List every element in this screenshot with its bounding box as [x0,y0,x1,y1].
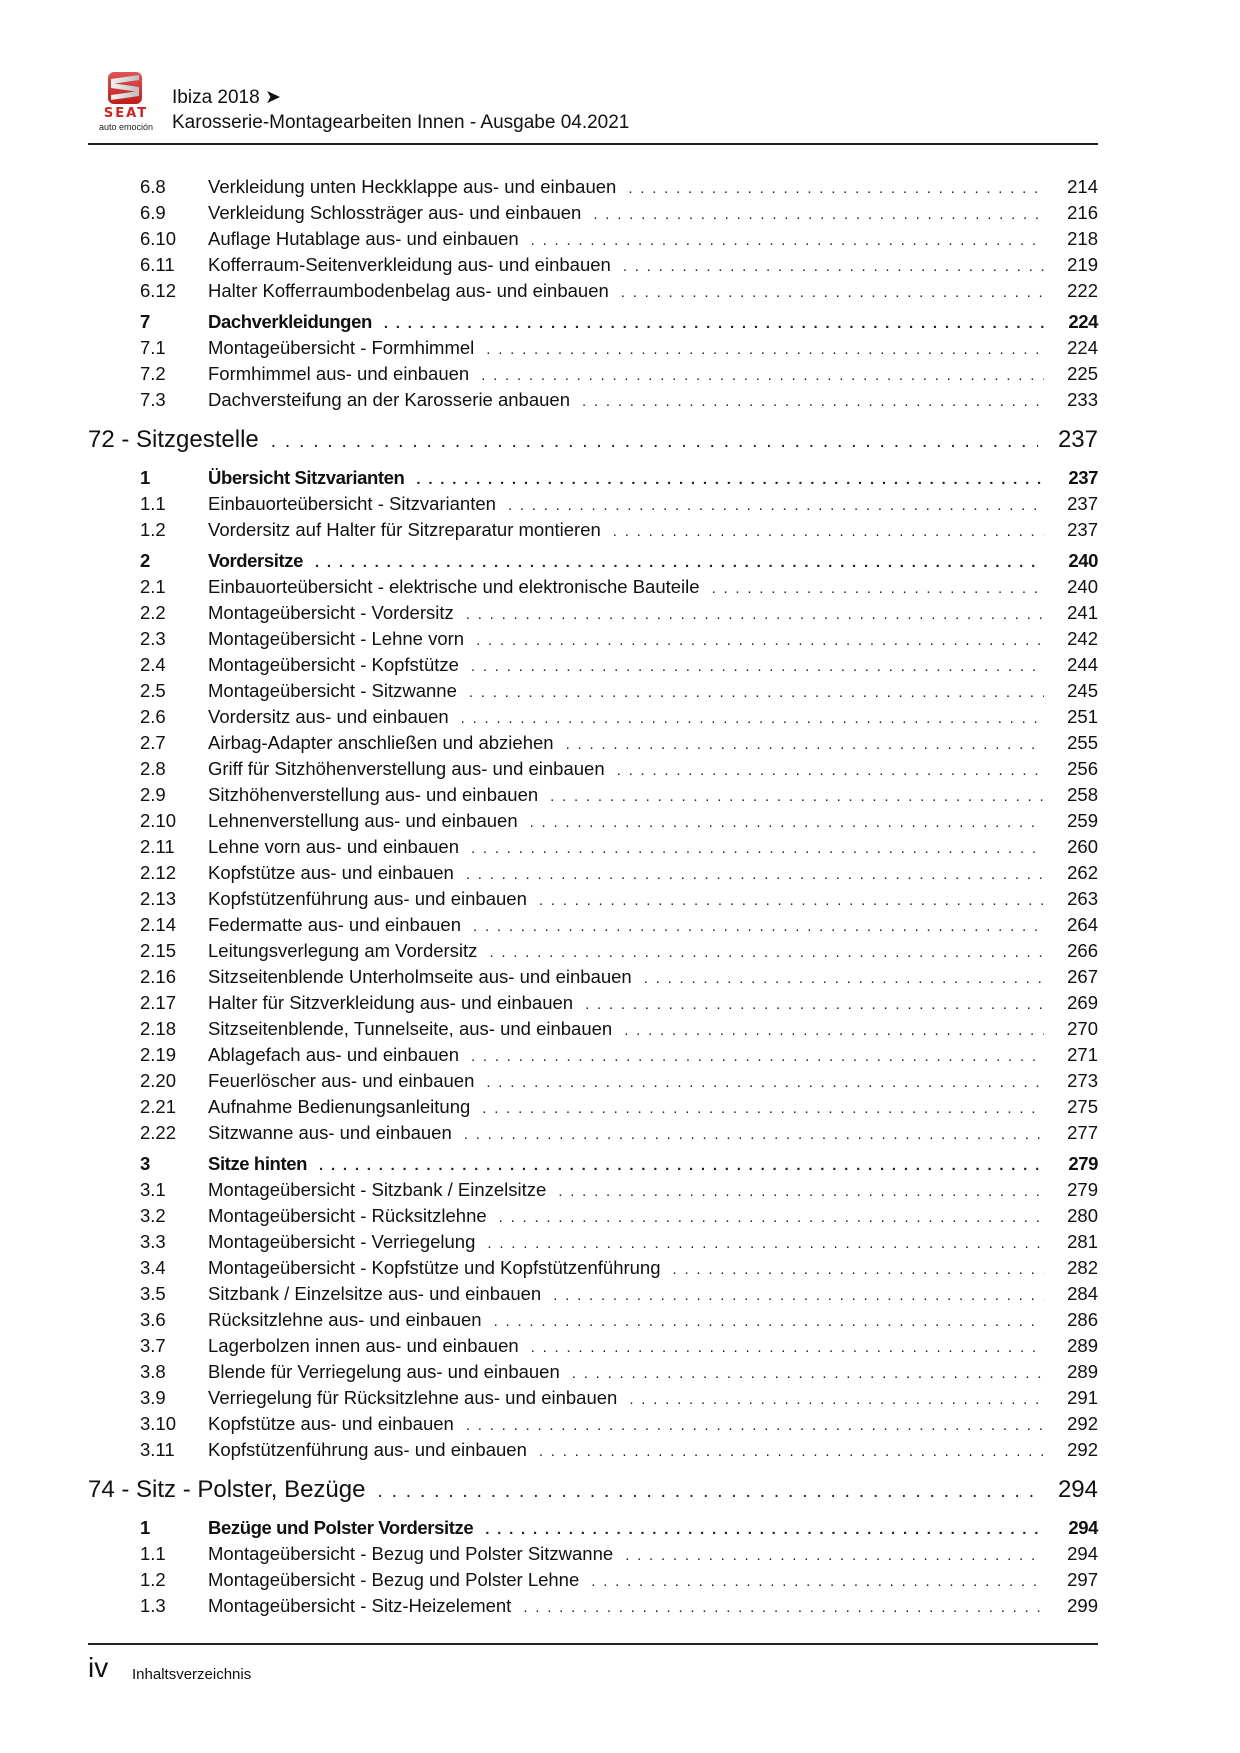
toc-page-number[interactable]: 240 [1067,576,1098,597]
toc-title[interactable]: Sitzhöhenverstellung aus- und einbauen [208,784,539,805]
toc-number: 6.8 [140,176,166,197]
toc-title[interactable]: Übersicht Sitzvarianten [208,467,405,488]
toc-page-number[interactable]: 264 [1067,914,1098,935]
toc-number: 6.12 [140,280,177,301]
toc-leader-dots [531,228,1044,254]
toc-entry[interactable] [88,335,1098,361]
toc-leader-dots [572,1361,1044,1387]
toc-leader-dots [531,1335,1044,1361]
toc-leader-dots [628,176,1044,202]
toc-number: 2.8 [140,758,166,779]
toc-number: 2.15 [140,940,177,961]
toc-entry[interactable] [88,1042,1098,1068]
toc-title[interactable]: Kopfstützenführung aus- und einbauen [208,888,527,909]
toc-title[interactable]: Montageübersicht - Sitz-Heizelement [208,1595,512,1616]
document-title: Karosserie-Montagearbeiten Innen - Ausgabe 04.2021 [172,112,630,133]
toc-title[interactable]: Montageübersicht - Kopfstütze [208,654,459,675]
toc-title[interactable]: Dachversteifung an der Karosserie anbauen [208,389,571,410]
toc-title[interactable]: Halter für Sitzverkleidung aus- und einbauen [208,992,574,1013]
toc-title[interactable]: Blende für Verriegelung aus- und einbauen [208,1361,560,1382]
toc-leader-dots [471,836,1044,862]
toc-leader-dots [384,311,1044,337]
toc-title[interactable]: Federmatte aus- und einbauen [208,914,462,935]
toc-section[interactable] [88,1515,1098,1541]
toc-page-number[interactable]: 263 [1067,888,1098,909]
toc-entry[interactable] [88,912,1098,938]
toc-page-number[interactable]: 270 [1067,1018,1098,1039]
toc-number: 2.11 [140,836,175,857]
toc-leader-dots [499,1205,1044,1231]
toc-page-number[interactable]: 286 [1067,1309,1098,1330]
toc-leader-dots [487,1231,1044,1257]
toc-number: 3.9 [140,1387,166,1408]
toc-number: 3.8 [140,1361,166,1382]
toc-leader-dots [625,1543,1044,1569]
toc-number: 7.1 [140,337,166,358]
toc-leader-dots [613,519,1044,545]
toc-page-number[interactable]: 291 [1067,1387,1098,1408]
footer-divider [88,1643,1098,1645]
toc-entry[interactable] [88,1333,1098,1359]
toc-title[interactable]: Sitzseitenblende, Tunnelseite, aus- und einbauen [208,1018,613,1039]
toc-leader-dots [712,576,1044,602]
toc-leader-dots [466,602,1044,628]
toc-number: 2.4 [140,654,166,675]
toc-number: 2.14 [140,914,177,935]
toc-page-number[interactable]: 279 [1068,1153,1098,1174]
toc-page-number[interactable]: 299 [1067,1595,1098,1616]
toc-number: 3.4 [140,1257,166,1278]
toc-number: 2.18 [140,1018,177,1039]
toc-page-number[interactable]: 255 [1067,732,1098,753]
brand-name: SEAT [103,106,149,121]
footer-section-label: Inhaltsverzeichnis [132,1666,252,1683]
toc-title[interactable]: Vordersitze [208,550,303,571]
toc-entry[interactable] [88,1359,1098,1385]
toc-section[interactable] [88,548,1098,574]
toc-entry[interactable] [88,1094,1098,1120]
header-divider [88,143,1098,145]
toc-entry[interactable] [88,252,1098,278]
toc-entry[interactable] [88,964,1098,990]
toc-page-number[interactable]: 269 [1067,992,1098,1013]
toc-leader-dots [553,1283,1044,1309]
toc-number: 7 [140,311,150,332]
brand-tagline: auto emoción [98,122,154,132]
toc-number: 2.10 [140,810,177,831]
toc-page-number[interactable]: 224 [1067,337,1098,358]
toc-number: 7.2 [140,363,166,384]
toc-entry[interactable] [88,1068,1098,1094]
toc-leader-dots [485,1517,1044,1543]
toc-section[interactable] [88,309,1098,335]
toc-entry[interactable] [88,1567,1098,1593]
toc-leader-dots [471,654,1044,680]
toc-title[interactable]: 72 - Sitzgestelle [88,426,259,453]
toc-title[interactable]: Einbauorteübersicht - Sitzvarianten [208,493,496,514]
toc-leader-dots [464,1122,1044,1148]
toc-number: 1.2 [140,1569,166,1590]
toc-number: 2.1 [140,576,166,597]
toc-page-number[interactable]: 267 [1067,966,1098,987]
toc-title[interactable]: Griff für Sitzhöhenverstellung aus- und einbauen [208,758,605,779]
toc-number: 2.12 [140,862,177,883]
toc-entry[interactable] [88,886,1098,912]
toc-title[interactable]: Airbag-Adapter anschließen und abziehen [208,732,554,753]
toc-number: 1.1 [140,493,166,514]
toc-leader-dots [624,1018,1044,1044]
toc-title[interactable]: Montageübersicht - Lehne vorn [208,628,465,649]
toc-page-number[interactable]: 294 [1067,1543,1098,1564]
toc-title[interactable]: Sitzbank / Einzelsitze aus- und einbauen [208,1283,542,1304]
toc-title[interactable]: Verriegelung für Rücksitzlehne aus- und einbauen [208,1387,618,1408]
toc-number: 3.2 [140,1205,166,1226]
toc-number: 3.6 [140,1309,166,1330]
toc-title[interactable]: Montageübersicht - Verriegelung [208,1231,476,1252]
toc-leader-dots [623,254,1044,280]
toc-title[interactable]: Kopfstützenführung aus- und einbauen [208,1439,527,1460]
toc-entry[interactable] [88,574,1098,600]
toc-leader-dots [629,1387,1044,1413]
toc-number: 2.19 [140,1044,177,1065]
toc-page-number[interactable]: 289 [1067,1361,1098,1382]
toc-entry[interactable] [88,808,1098,834]
toc-number: 3.1 [140,1179,166,1200]
toc-page-number[interactable]: 219 [1067,254,1098,275]
toc-leader-dots [617,758,1044,784]
toc-title[interactable]: Leitungsverlegung am Vordersitz [208,940,478,961]
toc-leader-dots [469,680,1044,706]
toc-leader-dots [482,1096,1044,1122]
toc-page-number[interactable]: 237 [1057,426,1098,453]
toc-page-number[interactable]: 218 [1067,228,1098,249]
toc-page-number[interactable]: 237 [1068,467,1098,488]
toc-number: 2.16 [140,966,177,987]
toc-number: 2.3 [140,628,166,649]
toc-title[interactable]: Kopfstütze aus- und einbauen [208,1413,454,1434]
toc-title[interactable]: Montageübersicht - Vordersitz [208,602,454,623]
toc-number: 7.3 [140,389,166,410]
toc-leader-dots [481,363,1044,389]
toc-leader-dots [523,1595,1044,1621]
toc-title[interactable]: Lehnenverstellung aus- und einbauen [208,810,518,831]
toc-title[interactable]: Feuerlöscher aus- und einbauen [208,1070,475,1091]
toc-number: 2.6 [140,706,166,727]
toc-page-number[interactable]: 297 [1067,1569,1098,1590]
toc-title[interactable]: Montageübersicht - Bezug und Polster Sitzwanne [208,1543,614,1564]
toc-page-number[interactable]: 294 [1068,1517,1098,1538]
toc-number: 2 [140,550,150,571]
toc-page-number[interactable]: 251 [1067,706,1098,727]
toc-page-number[interactable]: 216 [1067,202,1098,223]
toc-title[interactable]: Auflage Hutablage aus- und einbauen [208,228,519,249]
toc-leader-dots [591,1569,1044,1595]
toc-entry[interactable] [88,1203,1098,1229]
toc-number: 1 [140,467,150,488]
toc-page-number[interactable]: 279 [1067,1179,1098,1200]
toc-page-number[interactable]: 224 [1068,311,1098,332]
toc-title[interactable]: Bezüge und Polster Vordersitze [208,1517,474,1538]
toc-title[interactable]: Sitze hinten [208,1153,308,1174]
toc-leader-dots [489,940,1044,966]
toc-title[interactable]: Formhimmel aus- und einbauen [208,363,470,384]
toc-page-number[interactable]: 277 [1067,1122,1098,1143]
toc-leader-dots [461,706,1044,732]
toc-title[interactable]: Lagerbolzen innen aus- und einbauen [208,1335,519,1356]
toc-title[interactable]: Dachverkleidungen [208,311,372,332]
toc-title[interactable]: 74 - Sitz - Polster, Bezüge [88,1476,366,1503]
toc-entry[interactable] [88,834,1098,860]
toc-entry[interactable] [88,1255,1098,1281]
toc-entry[interactable] [88,361,1098,387]
seat-logo [90,72,160,134]
toc-number: 2.9 [140,784,166,805]
toc-leader-dots [486,1070,1044,1096]
toc-entry[interactable] [88,1281,1098,1307]
toc-number: 2.21 [140,1096,177,1117]
toc-section[interactable] [88,465,1098,491]
toc-page-number[interactable]: 292 [1067,1439,1098,1460]
toc-title[interactable]: Kofferraum-Seitenverkleidung aus- und einbauen [208,254,611,275]
toc-entry[interactable] [88,226,1098,252]
toc-leader-dots [582,389,1044,415]
toc-entry[interactable] [88,491,1098,517]
toc-number: 2.17 [140,992,177,1013]
toc-number: 6.11 [140,254,175,275]
toc-number: 1.3 [140,1595,166,1616]
toc-title[interactable]: Rücksitzlehne aus- und einbauen [208,1309,482,1330]
toc-number: 2.7 [140,732,166,753]
toc-chapter[interactable] [88,1470,1098,1510]
toc-entry[interactable] [88,600,1098,626]
toc-section[interactable] [88,1151,1098,1177]
toc-leader-dots [550,784,1044,810]
toc-title[interactable]: Vordersitz aus- und einbauen [208,706,449,727]
toc-page-number[interactable]: 292 [1067,1413,1098,1434]
toc-number: 2.2 [140,602,166,623]
toc-number: 1.1 [140,1543,166,1564]
model-title: Ibiza 2018 ➤ [172,87,281,108]
toc-entry[interactable] [88,1437,1098,1463]
toc-entry[interactable] [88,938,1098,964]
toc-page-number[interactable]: 244 [1067,654,1098,675]
toc-page-number[interactable]: 237 [1067,519,1098,540]
toc-page-number[interactable]: 273 [1067,1070,1098,1091]
toc-number: 6.9 [140,202,166,223]
toc-title[interactable]: Vordersitz auf Halter für Sitzreparatur montieren [208,519,601,540]
toc-page-number[interactable]: 258 [1067,784,1098,805]
toc-page-number[interactable]: 289 [1067,1335,1098,1356]
toc-title[interactable]: Aufnahme Bedienungsanleitung [208,1096,471,1117]
toc-number: 1.2 [140,519,166,540]
toc-entry[interactable] [88,200,1098,226]
toc-entry[interactable] [88,1541,1098,1567]
toc-number: 3.5 [140,1283,166,1304]
toc-page-number[interactable]: 294 [1057,1476,1098,1503]
toc-page-number[interactable]: 256 [1067,758,1098,779]
toc-entry[interactable] [88,1593,1098,1619]
toc-number: 3.7 [140,1335,166,1356]
toc-entry[interactable] [88,652,1098,678]
toc-page-number[interactable]: 241 [1067,602,1098,623]
toc-number: 1 [140,1517,150,1538]
toc-leader-dots [486,337,1044,363]
footer-page-number: iv [88,1652,109,1683]
toc-title[interactable]: Verkleidung Schlossträger aus- und einbauen [208,202,582,223]
toc-title[interactable]: Montageübersicht - Kopfstütze und Kopfstützenführung [208,1257,661,1278]
toc-title[interactable]: Sitzseitenblende Unterholmseite aus- und einbauen [208,966,632,987]
toc-entry[interactable] [88,387,1098,413]
toc-entry[interactable] [88,730,1098,756]
seat-emblem-icon [108,72,142,104]
toc-number: 3.3 [140,1231,166,1252]
toc-title[interactable]: Kopfstütze aus- und einbauen [208,862,454,883]
toc-leader-dots [585,992,1044,1018]
toc-title[interactable]: Lehne vorn aus- und einbauen [208,836,459,857]
toc-leader-dots [466,1413,1044,1439]
toc-page-number[interactable]: 271 [1067,1044,1098,1065]
toc-number: 3 [140,1153,150,1174]
toc-leader-dots [416,467,1044,493]
toc-title[interactable]: Sitzwanne aus- und einbauen [208,1122,452,1143]
toc-leader-dots [315,550,1044,576]
toc-page-number[interactable]: 259 [1067,810,1098,831]
toc-title[interactable]: Montageübersicht - Sitzbank / Einzelsitze [208,1179,547,1200]
toc-title[interactable]: Montageübersicht - Bezug und Polster Lehne [208,1569,580,1590]
toc-leader-dots [593,202,1044,228]
toc-entry[interactable] [88,1385,1098,1411]
toc-entry[interactable] [88,1307,1098,1333]
toc-page-number[interactable]: 214 [1067,176,1098,197]
toc-entry[interactable] [88,1411,1098,1437]
toc-title[interactable]: Einbauorteübersicht - elektrische und elektronische Bauteile [208,576,700,597]
toc-page-number[interactable]: 260 [1067,836,1098,857]
toc-entry[interactable] [88,278,1098,304]
toc-page-number[interactable]: 275 [1067,1096,1098,1117]
toc-leader-dots [271,422,1038,462]
toc-page-number[interactable]: 245 [1067,680,1098,701]
toc-leader-dots [494,1309,1044,1335]
toc-leader-dots [473,914,1044,940]
toc-title[interactable]: Montageübersicht - Formhimmel [208,337,475,358]
toc-number: 2.20 [140,1070,177,1091]
toc-page-number[interactable]: 280 [1067,1205,1098,1226]
toc-leader-dots [530,810,1044,836]
toc-page-number[interactable]: 237 [1067,493,1098,514]
toc-page-number[interactable]: 242 [1067,628,1098,649]
toc-entry[interactable] [88,626,1098,652]
toc-page-number[interactable]: 284 [1067,1283,1098,1304]
toc-page-number[interactable]: 222 [1067,280,1098,301]
toc-page-number[interactable]: 233 [1067,389,1098,410]
toc-entry[interactable] [88,860,1098,886]
toc-chapter[interactable] [88,420,1098,460]
toc-page-number[interactable]: 282 [1067,1257,1098,1278]
toc-leader-dots [539,888,1044,914]
toc-number: 2.13 [140,888,177,909]
toc-page-number[interactable]: 262 [1067,862,1098,883]
toc-title[interactable]: Ablagefach aus- und einbauen [208,1044,459,1065]
toc-leader-dots [566,732,1044,758]
toc-page-number[interactable]: 281 [1067,1231,1098,1252]
toc-leader-dots [508,493,1044,519]
toc-leader-dots [558,1179,1044,1205]
table-of-contents [88,174,1098,1619]
toc-number: 6.10 [140,228,177,249]
toc-entry[interactable] [88,517,1098,543]
toc-number: 2.5 [140,680,166,701]
toc-entry[interactable] [88,1016,1098,1042]
toc-leader-dots [471,1044,1044,1070]
toc-entry[interactable] [88,704,1098,730]
toc-entry[interactable] [88,1229,1098,1255]
toc-title[interactable]: Verkleidung unten Heckklappe aus- und einbauen [208,176,617,197]
toc-number: 3.10 [140,1413,177,1434]
toc-leader-dots [539,1439,1044,1465]
toc-leader-dots [377,1472,1038,1512]
toc-leader-dots [644,966,1044,992]
toc-entry[interactable] [88,1120,1098,1146]
toc-leader-dots [466,862,1044,888]
toc-entry[interactable] [88,678,1098,704]
page-header [88,68,1098,144]
toc-number: 3.11 [140,1439,175,1460]
toc-leader-dots [319,1153,1044,1179]
toc-leader-dots [673,1257,1044,1283]
toc-number: 2.22 [140,1122,177,1143]
toc-entry[interactable] [88,782,1098,808]
toc-leader-dots [621,280,1044,306]
toc-title[interactable]: Montageübersicht - Sitzwanne [208,680,457,701]
toc-entry[interactable] [88,756,1098,782]
toc-entry[interactable] [88,990,1098,1016]
toc-entry[interactable] [88,1177,1098,1203]
toc-page-number[interactable]: 225 [1067,363,1098,384]
toc-title[interactable]: Montageübersicht - Rücksitzlehne [208,1205,487,1226]
toc-title[interactable]: Halter Kofferraumbodenbelag aus- und einbauen [208,280,609,301]
toc-page-number[interactable]: 240 [1068,550,1098,571]
toc-page-number[interactable]: 266 [1067,940,1098,961]
toc-leader-dots [476,628,1044,654]
toc-entry[interactable] [88,174,1098,200]
